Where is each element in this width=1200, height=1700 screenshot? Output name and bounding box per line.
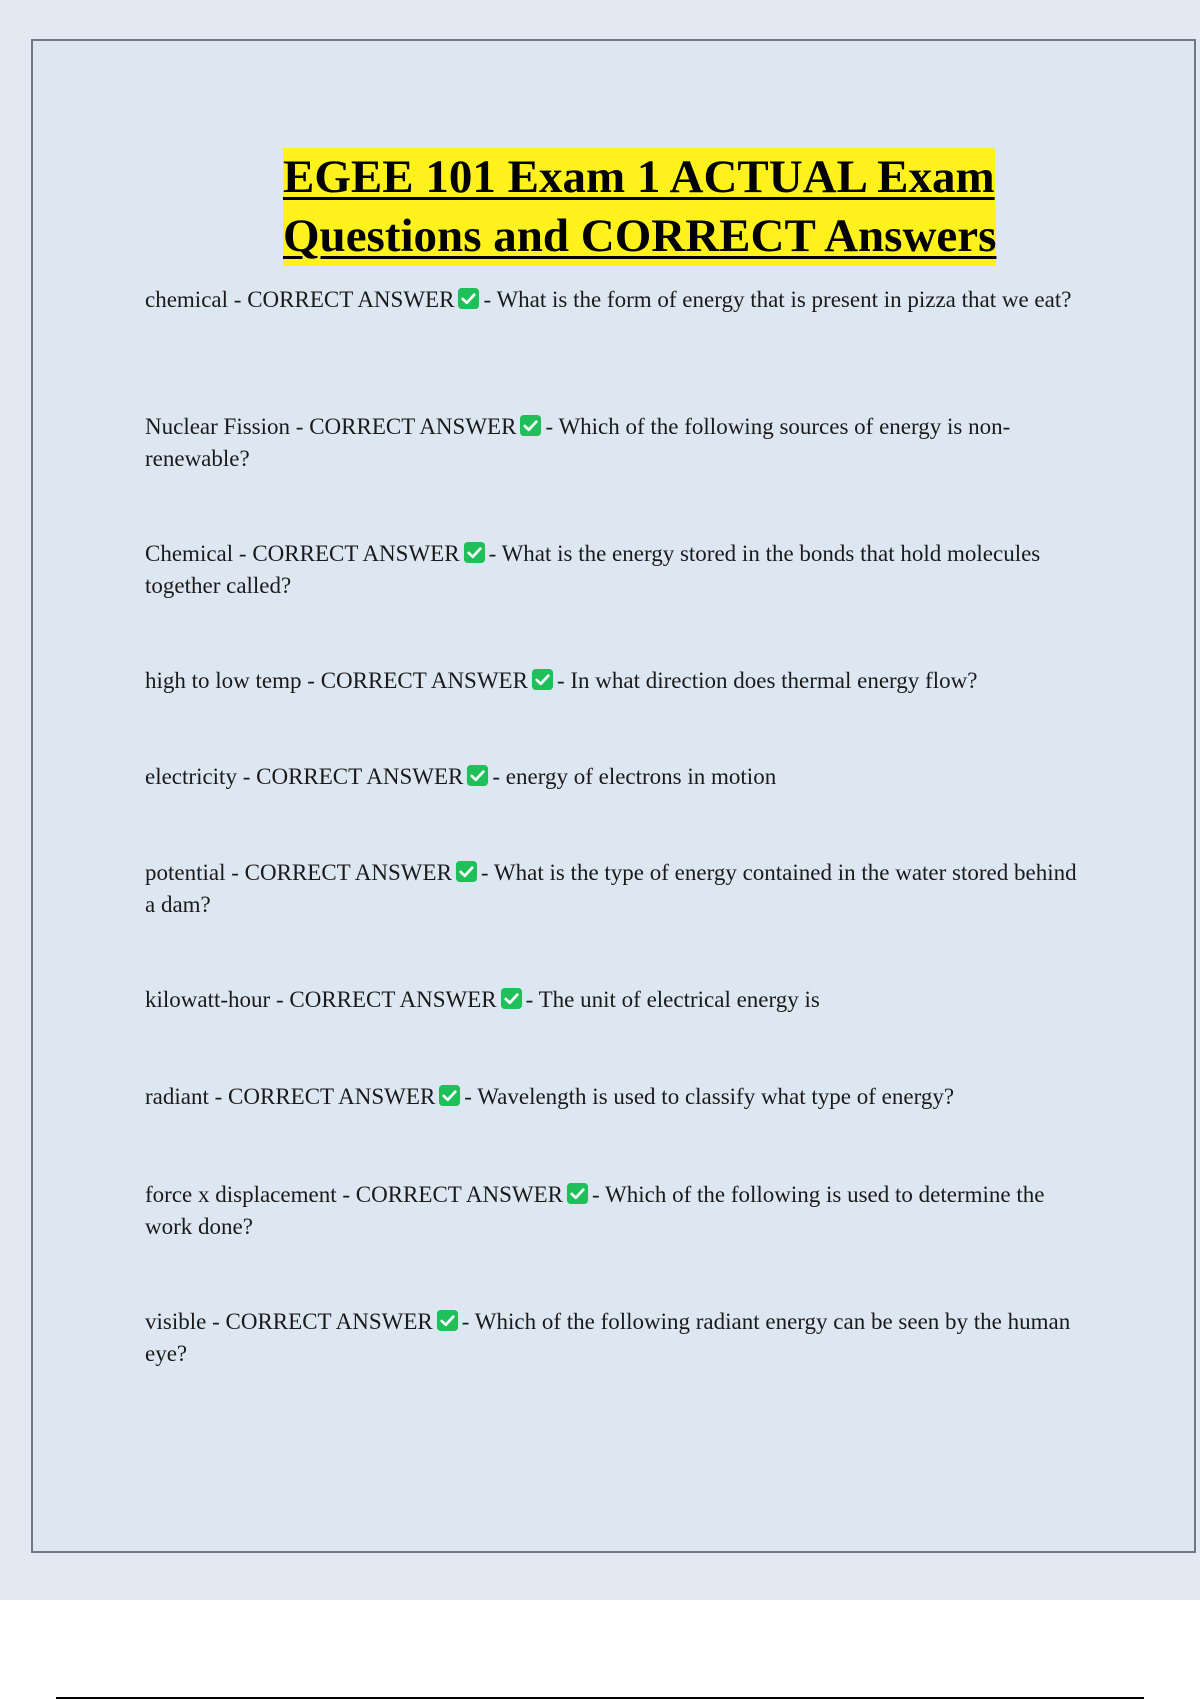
green-checkbox-icon [457,287,480,310]
question-text: What is the energy stored in the bonds that hold molecules together called? [145,541,1041,598]
question-text: energy of electrons in motion [505,764,777,789]
question-text: The unit of electrical energy is [538,987,820,1012]
green-checkbox-icon [566,1182,589,1205]
answer-text: kilowatt-hour [145,987,271,1012]
document-title [283,148,1023,266]
question-text: What is the type of energy contained in the water stored behind a dam? [145,860,1077,917]
answer-marker: CORRECT ANSWER [289,987,497,1012]
answer-text: electricity [145,764,237,789]
green-checkbox-icon [436,1309,459,1332]
answer-marker: CORRECT ANSWER [252,541,460,566]
answer-text: high to low temp [145,668,302,693]
qa-item: high to low temp - CORRECT ANSWER - In what direction does thermal energy flow? [145,668,978,693]
qa-item: Nuclear Fission - CORRECT ANSWER - Which of the following sources of energy is non-renewable? [145,414,1011,471]
answer-text: Nuclear Fission [145,414,291,439]
answer-marker: CORRECT ANSWER [256,764,464,789]
question-text: In what direction does thermal energy flow? [570,668,978,693]
green-checkbox-icon [455,860,478,883]
question-text: Which of the following sources of energy is non-renewable? [145,414,1011,471]
qa-item: radiant - CORRECT ANSWER - Wavelength is used to classify what type of energy? [145,1084,955,1109]
answer-text: radiant [145,1084,209,1109]
qa-item: chemical - CORRECT ANSWER - What is the form of energy that is present in pizza that we eat? [145,287,1072,312]
qa-item: potential - CORRECT ANSWER - What is the type of energy contained in the water stored behind a dam? [145,860,1077,917]
green-checkbox-icon [531,668,554,691]
title-line-2: Questions and CORRECT Answers [283,207,996,266]
answer-marker: CORRECT ANSWER [228,1084,436,1109]
qa-item: kilowatt-hour - CORRECT ANSWER - The unit of electrical energy is [145,987,820,1012]
answer-marker: CORRECT ANSWER [225,1309,433,1334]
qa-item: visible - CORRECT ANSWER - Which of the following radiant energy can be seen by the human eye? [145,1309,1071,1366]
green-checkbox-icon [466,764,489,787]
question-text: Which of the following is used to determine the work done? [145,1182,1045,1239]
answer-text: potential [145,860,226,885]
green-checkbox-icon [500,987,523,1010]
page-divider [56,1697,1144,1699]
qa-item: force x displacement - CORRECT ANSWER - Which of the following is used to determine the work done? [145,1182,1045,1239]
answer-marker: CORRECT ANSWER [247,287,455,312]
green-checkbox-icon [463,541,486,564]
green-checkbox-icon [438,1084,461,1107]
answer-marker: CORRECT ANSWER [320,668,528,693]
answer-marker: CORRECT ANSWER [355,1182,564,1207]
answer-text: Chemical [145,541,234,566]
question-text: What is the form of energy that is present in pizza that we eat? [496,287,1072,312]
question-text: Which of the following radiant energy can be seen by the human eye? [145,1309,1071,1366]
green-checkbox-icon [519,414,542,437]
answer-marker: CORRECT ANSWER [244,860,452,885]
question-text: Wavelength is used to classify what type of energy? [477,1084,955,1109]
answer-text: chemical [145,287,229,312]
qa-item: electricity - CORRECT ANSWER - energy of electrons in motion [145,764,777,789]
qa-item: Chemical - CORRECT ANSWER - What is the energy stored in the bonds that hold molecules together called? [145,541,1041,598]
answer-text: force x displacement [145,1182,337,1207]
answer-marker: CORRECT ANSWER [309,414,517,439]
answer-text: visible [145,1309,207,1334]
title-line-1: EGEE 101 Exam 1 ACTUAL Exam [283,148,995,207]
